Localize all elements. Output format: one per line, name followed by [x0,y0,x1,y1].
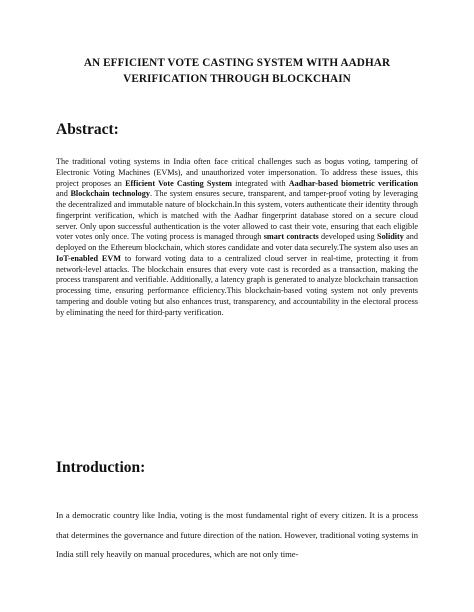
abstract-bold-term: Aadhar-based biometric verification [288,178,418,188]
abstract-text: integrated with [231,178,289,188]
abstract-bold-term: Solidity [377,232,404,242]
abstract-text: and [56,189,71,199]
abstract-text: The traditional voting systems in India often face critical challenges such as bogus voting, tampering of Electronic Voting Machines (EVMs), and unauthorized voter impersonation. To address these issues, this project proposes an [56,157,418,188]
abstract-heading: Abstract: [56,121,119,138]
abstract-bold-term: IoT-enabled EVM [56,253,121,263]
abstract-bold-term: smart contracts [263,232,319,242]
title-line-2: VERIFICATION THROUGH BLOCKCHAIN [123,73,351,85]
introduction-paragraph: In a democratic country like India, voting is the most fundamental right of every citizen. It is a process that determines the governance and future direction of the nation. However, traditional voting systems in India still rely heavily on manual procedures, which are not only time- [56,510,418,559]
paper-title [40,55,434,87]
abstract-bold-term: Efficient Vote Casting System [125,178,232,188]
title-line-1: AN EFFICIENT VOTE CASTING SYSTEM WITH AADHAR [83,57,391,69]
abstract-text: to forward voting data to a centralized cloud server in real-time, protecting it from network-level attacks. The blockchain ensures that every vote cast is recorded as a transaction, making the process transparent and verifiable. Additionally, a latency graph is generated to analyze blockchain transaction processing time, ensuring performance efficiency.This blockchain-based voting system not only prevents tampering and double voting but also enhances trust, transparency, and accountability in the electoral process by eliminating the need for third-party verification. [56,253,418,317]
introduction-heading: Introduction: [56,459,146,476]
abstract-text: developed using [318,232,378,242]
abstract-bold-term: Blockchain technology [70,189,150,199]
abstract-text: . The system ensures secure, transparent, and tamper-proof voting by leveraging the decentralized and immutable nature of blockchain.In this system, voters authenticate their identity through fingerprint verification, which is matched with the Aadhar fingerprint database stored on a secure cloud server. Only upon successful authentication is the voter allowed to cast their vote, ensuring that each eligible voter votes only once. The voting process is managed through [56,189,418,242]
abstract-paragraph [56,157,418,318]
abstract-text: and deployed on the Ethereum blockchain, which stores candidate and voter data securely.The system also uses an [56,232,418,252]
